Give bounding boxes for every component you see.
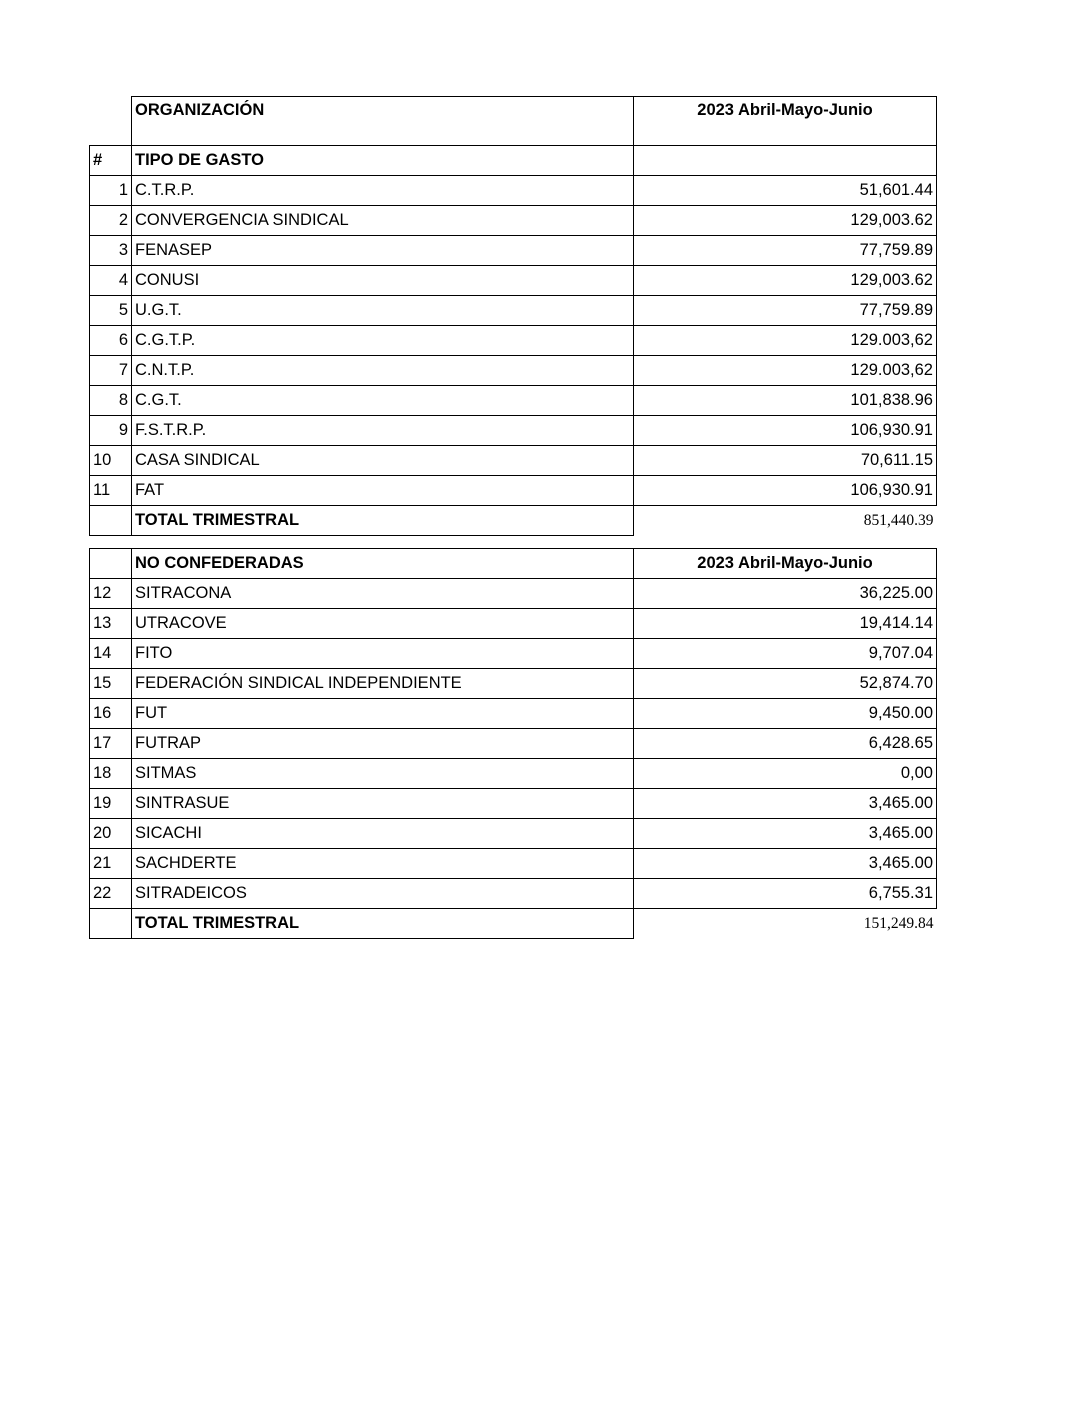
amount-value: 6,428.65 bbox=[634, 729, 937, 759]
table-row bbox=[90, 669, 937, 699]
table-header-row bbox=[90, 97, 937, 146]
organization-name: SITMAS bbox=[132, 759, 634, 789]
row-number: 10 bbox=[90, 446, 132, 476]
empty-cell bbox=[634, 146, 937, 176]
row-number: 5 bbox=[90, 296, 132, 326]
amount-value: 129.003,62 bbox=[634, 356, 937, 386]
table-row bbox=[90, 729, 937, 759]
amount-value: 9,707.04 bbox=[634, 639, 937, 669]
amount-value: 0,00 bbox=[634, 759, 937, 789]
table-row bbox=[90, 476, 937, 506]
empty-cell bbox=[90, 506, 132, 536]
row-number: 6 bbox=[90, 326, 132, 356]
amount-value: 101,838.96 bbox=[634, 386, 937, 416]
amount-value: 3,465.00 bbox=[634, 819, 937, 849]
table-row bbox=[90, 416, 937, 446]
expense-type-header: TIPO DE GASTO bbox=[132, 146, 634, 176]
total-label: TOTAL TRIMESTRAL bbox=[132, 506, 634, 536]
amount-value: 129,003.62 bbox=[634, 206, 937, 236]
row-number: 3 bbox=[90, 236, 132, 266]
table-row bbox=[90, 236, 937, 266]
table-row bbox=[90, 879, 937, 909]
amount-value: 77,759.89 bbox=[634, 236, 937, 266]
table-row bbox=[90, 326, 937, 356]
amount-value: 9,450.00 bbox=[634, 699, 937, 729]
amount-value: 129,003.62 bbox=[634, 266, 937, 296]
empty-cell bbox=[90, 97, 132, 146]
total-row bbox=[90, 909, 937, 939]
organization-name: SITRADEICOS bbox=[132, 879, 634, 909]
organization-name: U.G.T. bbox=[132, 296, 634, 326]
non-confederated-table bbox=[89, 548, 937, 939]
organization-name: CONUSI bbox=[132, 266, 634, 296]
organization-name: FAT bbox=[132, 476, 634, 506]
amount-value: 36,225.00 bbox=[634, 579, 937, 609]
confederations-table bbox=[89, 96, 937, 536]
total-value: 851,440.39 bbox=[863, 511, 934, 529]
subheader-row bbox=[90, 146, 937, 176]
row-number: 18 bbox=[90, 759, 132, 789]
amount-value: 3,465.00 bbox=[634, 789, 937, 819]
table-row bbox=[90, 266, 937, 296]
amount-value: 77,759.89 bbox=[634, 296, 937, 326]
row-number: 13 bbox=[90, 609, 132, 639]
row-number: 2 bbox=[90, 206, 132, 236]
amount-value: 51,601.44 bbox=[634, 176, 937, 206]
table-row bbox=[90, 759, 937, 789]
row-number: 9 bbox=[90, 416, 132, 446]
period-header: 2023 Abril-Mayo-Junio bbox=[634, 97, 937, 146]
table-row bbox=[90, 176, 937, 206]
amount-value: 3,465.00 bbox=[634, 849, 937, 879]
organization-header: NO CONFEDERADAS bbox=[132, 549, 634, 579]
amount-value: 106,930.91 bbox=[634, 416, 937, 446]
organization-name: C.G.T. bbox=[132, 386, 634, 416]
row-number: 14 bbox=[90, 639, 132, 669]
period-header: 2023 Abril-Mayo-Junio bbox=[634, 549, 937, 579]
organization-name: FUT bbox=[132, 699, 634, 729]
organization-name: C.N.T.P. bbox=[132, 356, 634, 386]
table-row bbox=[90, 296, 937, 326]
organization-header: ORGANIZACIÓN bbox=[132, 97, 634, 146]
organization-name: SITRACONA bbox=[132, 579, 634, 609]
organization-name: F.S.T.R.P. bbox=[132, 416, 634, 446]
total-label: TOTAL TRIMESTRAL bbox=[132, 909, 634, 939]
row-number: 1 bbox=[90, 176, 132, 206]
organization-name: SINTRASUE bbox=[132, 789, 634, 819]
row-number: 4 bbox=[90, 266, 132, 296]
organization-name: SICACHI bbox=[132, 819, 634, 849]
table-row bbox=[90, 446, 937, 476]
row-number: 16 bbox=[90, 699, 132, 729]
table-row bbox=[90, 386, 937, 416]
empty-cell bbox=[90, 909, 132, 939]
table-row bbox=[90, 789, 937, 819]
table-row bbox=[90, 356, 937, 386]
organization-name: C.G.T.P. bbox=[132, 326, 634, 356]
row-number: 19 bbox=[90, 789, 132, 819]
row-number: 12 bbox=[90, 579, 132, 609]
table-header-row bbox=[90, 549, 937, 579]
amount-value: 52,874.70 bbox=[634, 669, 937, 699]
table-row bbox=[90, 206, 937, 236]
organization-name: SACHDERTE bbox=[132, 849, 634, 879]
amount-value: 6,755.31 bbox=[634, 879, 937, 909]
total-row bbox=[90, 506, 937, 536]
table-row bbox=[90, 579, 937, 609]
row-number: 7 bbox=[90, 356, 132, 386]
amount-value: 106,930.91 bbox=[634, 476, 937, 506]
table-row bbox=[90, 819, 937, 849]
row-number: 22 bbox=[90, 879, 132, 909]
organization-name: CONVERGENCIA SINDICAL bbox=[132, 206, 634, 236]
table-row bbox=[90, 639, 937, 669]
table-row bbox=[90, 699, 937, 729]
organization-name: FEDERACIÓN SINDICAL INDEPENDIENTE bbox=[132, 669, 634, 699]
organization-name: FUTRAP bbox=[132, 729, 634, 759]
organization-name: C.T.R.P. bbox=[132, 176, 634, 206]
row-number: 15 bbox=[90, 669, 132, 699]
empty-cell bbox=[90, 549, 132, 579]
organization-name: CASA SINDICAL bbox=[132, 446, 634, 476]
table-row bbox=[90, 849, 937, 879]
amount-value: 19,414.14 bbox=[634, 609, 937, 639]
number-header: # bbox=[90, 146, 132, 176]
organization-name: FITO bbox=[132, 639, 634, 669]
table-row bbox=[90, 609, 937, 639]
row-number: 20 bbox=[90, 819, 132, 849]
organization-name: FENASEP bbox=[132, 236, 634, 266]
row-number: 21 bbox=[90, 849, 132, 879]
row-number: 8 bbox=[90, 386, 132, 416]
row-number: 17 bbox=[90, 729, 132, 759]
organization-name: UTRACOVE bbox=[132, 609, 634, 639]
amount-value: 129.003,62 bbox=[634, 326, 937, 356]
row-number: 11 bbox=[90, 476, 132, 506]
total-value: 151,249.84 bbox=[863, 914, 934, 932]
amount-value: 70,611.15 bbox=[634, 446, 937, 476]
